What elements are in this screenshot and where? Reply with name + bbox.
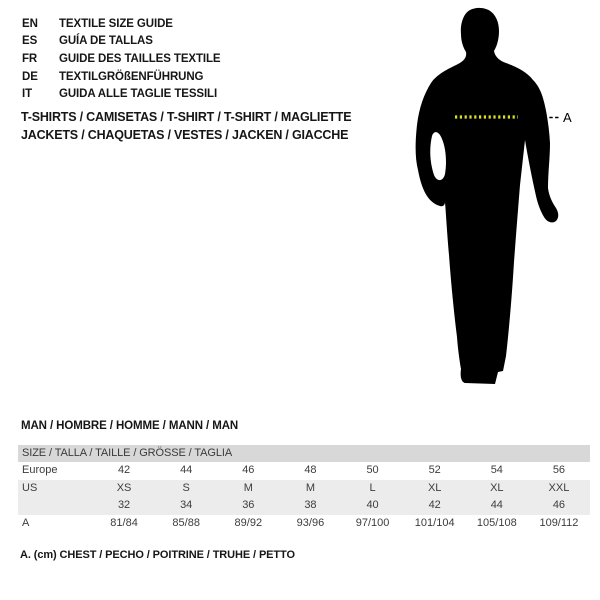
section-title: MAN / HOMBRE / HOMME / MANN / MAN bbox=[21, 420, 239, 432]
size-table-row bbox=[18, 462, 590, 480]
language-code: DE bbox=[22, 70, 38, 83]
size-cell: 46 bbox=[552, 499, 566, 511]
figure bbox=[400, 0, 580, 392]
size-cell: 48 bbox=[304, 464, 317, 476]
size-cell: XL bbox=[490, 481, 504, 494]
language-row bbox=[22, 15, 221, 33]
size-cell: 38 bbox=[304, 499, 317, 511]
size-cell: 81/84 bbox=[110, 516, 138, 529]
size-cell: S bbox=[182, 481, 190, 494]
size-cell: 42 bbox=[117, 464, 131, 476]
size-table-row bbox=[18, 515, 590, 533]
language-row bbox=[22, 33, 221, 51]
language-label: GUIDA ALLE TAGLIE TESSILI bbox=[59, 88, 218, 101]
size-row-label bbox=[18, 497, 93, 515]
size-cell: 97/100 bbox=[355, 516, 390, 529]
size-cell: 54 bbox=[490, 464, 503, 476]
size-cell: 93/96 bbox=[296, 516, 325, 529]
language-row bbox=[22, 50, 221, 68]
size-row-label: US bbox=[22, 481, 38, 494]
language-code: EN bbox=[22, 17, 38, 30]
size-cell: XL bbox=[427, 481, 442, 494]
category-lines bbox=[21, 109, 351, 144]
category-line-tshirts: T-SHIRTS / CAMISETAS / T-SHIRT / T-SHIRT / MAGLIETTE bbox=[21, 110, 352, 124]
language-label: TEXTILE SIZE GUIDE bbox=[59, 17, 173, 30]
size-cell: 42 bbox=[428, 499, 441, 511]
size-cell: M bbox=[243, 481, 253, 494]
size-cell: 40 bbox=[366, 499, 379, 511]
size-table-row bbox=[18, 497, 590, 515]
size-row-label: A bbox=[22, 516, 30, 529]
size-cell: 32 bbox=[117, 499, 131, 511]
size-cell: 36 bbox=[242, 499, 255, 511]
measure-footnote: A. (cm) CHEST / PECHO / POITRINE / TRUHE / PETTO bbox=[20, 549, 295, 561]
size-row-label: Europe bbox=[22, 464, 58, 476]
category-line-jackets: JACKETS / CHAQUETAS / VESTES / JACKEN / GIACCHE bbox=[21, 127, 349, 142]
size-cell: 46 bbox=[242, 464, 255, 476]
man-silhouette bbox=[416, 8, 559, 384]
size-table-header: SIZE / TALLA / TAILLE / GRÖSSE / TAGLIA bbox=[18, 445, 590, 462]
size-cell: XS bbox=[116, 481, 132, 494]
size-cell: 50 bbox=[366, 464, 379, 476]
size-cell: 44 bbox=[180, 464, 193, 476]
language-label: GUÍA DE TALLAS bbox=[59, 35, 153, 48]
size-cell: 85/88 bbox=[172, 516, 200, 529]
language-row bbox=[22, 85, 221, 103]
size-cell: 109/112 bbox=[539, 516, 579, 529]
size-table-body bbox=[18, 462, 590, 532]
size-cell: 52 bbox=[428, 464, 441, 476]
size-cell: 105/108 bbox=[476, 516, 517, 529]
language-code: FR bbox=[22, 52, 38, 65]
language-label: GUIDE DES TAILLES TEXTILE bbox=[59, 52, 221, 65]
language-label: TEXTILGRÖßENFÜHRUNG bbox=[59, 70, 204, 83]
size-cell: 89/92 bbox=[234, 516, 263, 529]
size-cell: 44 bbox=[490, 499, 503, 511]
language-row bbox=[22, 68, 221, 86]
size-cell: 101/104 bbox=[414, 516, 455, 529]
size-cell: 34 bbox=[180, 499, 193, 511]
language-list bbox=[22, 15, 221, 103]
size-cell: XXL bbox=[548, 481, 570, 494]
size-table-row bbox=[18, 480, 590, 498]
measure-label: A bbox=[563, 110, 572, 125]
size-cell: 56 bbox=[552, 464, 566, 476]
language-code: IT bbox=[22, 88, 33, 101]
language-code: ES bbox=[22, 35, 38, 48]
size-table bbox=[18, 445, 590, 532]
size-cell: L bbox=[369, 481, 376, 494]
size-cell: M bbox=[305, 481, 316, 494]
